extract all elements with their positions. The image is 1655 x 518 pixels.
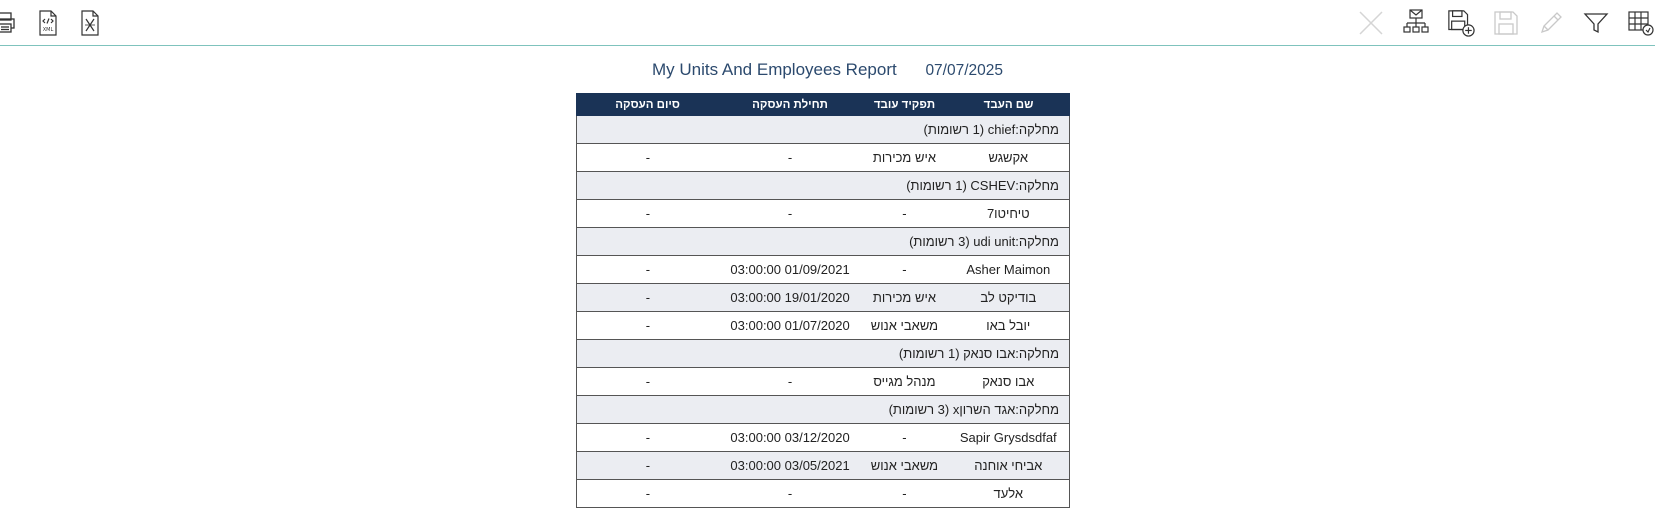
group-header-label: מחלקה:אבו סנאק (1 רשומות) (577, 340, 1070, 368)
report-date: 07/07/2025 (925, 62, 1004, 79)
cell-start-date: - (719, 200, 862, 228)
cell-employee-name: אקשגש (948, 144, 1070, 172)
export-xml-button[interactable] (34, 8, 62, 38)
close-icon (1358, 10, 1384, 36)
cell-end-date: - (577, 144, 719, 172)
cell-employee-role: איש מכירות (861, 144, 947, 172)
cell-employee-role: משאבי אנוש (861, 452, 947, 480)
table-row (577, 144, 1070, 172)
cell-employee-role: משאבי אנוש (861, 312, 947, 340)
column-header-employee-name[interactable]: שם העבד (948, 94, 1070, 116)
cell-employee-name: אביחי אוחנה (948, 452, 1070, 480)
cell-end-date: - (577, 424, 719, 452)
cell-employee-role: - (861, 256, 947, 284)
group-header-label: מחלקה:udi unit (3 רשומות) (577, 228, 1070, 256)
table-row (577, 480, 1070, 508)
report-header (0, 60, 1655, 80)
table-row (577, 200, 1070, 228)
cell-employee-role: - (861, 424, 947, 452)
column-header-employee-role[interactable]: תפקיד עובד (861, 94, 947, 116)
xml-file-icon (36, 10, 60, 36)
cell-end-date: - (577, 368, 719, 396)
export-excel-button[interactable] (76, 8, 104, 38)
table-row (577, 284, 1070, 312)
save-as-new-button[interactable] (1447, 8, 1475, 38)
cell-employee-name: יובל באו (948, 312, 1070, 340)
cell-start-date: 03:00:00 03/12/2020 (719, 424, 862, 452)
close-button[interactable] (1357, 8, 1385, 38)
xml-icon-label: XML (42, 27, 54, 33)
table-settings-button[interactable] (1627, 8, 1655, 38)
group-header-row (577, 396, 1070, 424)
cell-end-date: - (577, 480, 719, 508)
filter-button[interactable] (1582, 8, 1610, 38)
cell-employee-role: מנהל מגייס (861, 368, 947, 396)
table-row (577, 256, 1070, 284)
column-header-end-date[interactable]: סיום העסקה (577, 94, 719, 116)
group-header-row (577, 228, 1070, 256)
group-header-label: מחלקה:CSHEV (1 רשומות) (577, 172, 1070, 200)
org-chart-mail-icon (1402, 9, 1430, 37)
table-row (577, 312, 1070, 340)
cell-employee-role: - (861, 200, 947, 228)
table-body (577, 116, 1070, 508)
cell-employee-name: בודיקט לב (948, 284, 1070, 312)
print-button[interactable] (0, 8, 20, 38)
group-header-row (577, 340, 1070, 368)
save-button[interactable] (1492, 8, 1520, 38)
cell-start-date: - (719, 480, 862, 508)
group-header-label: מחלקה:אגד השרוןx (3 רשומות) (577, 396, 1070, 424)
save-icon (1493, 10, 1519, 36)
printer-icon (0, 11, 18, 35)
table-row (577, 368, 1070, 396)
cell-end-date: - (577, 284, 719, 312)
cell-employee-name: Sapir Grysdsdfaf (948, 424, 1070, 452)
cell-employee-name: אבו סנאק (948, 368, 1070, 396)
send-org-chart-button[interactable] (1402, 8, 1430, 38)
group-header-row (577, 116, 1070, 144)
cell-employee-role: איש מכירות (861, 284, 947, 312)
column-header-start-date[interactable]: תחילת העסקה (719, 94, 862, 116)
cell-employee-name: אלעד (948, 480, 1070, 508)
pencil-icon (1538, 10, 1564, 36)
toolbar-left-group (0, 8, 104, 38)
cell-employee-name: טיחיטו7 (948, 200, 1070, 228)
table-row (577, 424, 1070, 452)
cell-start-date: 03:00:00 01/07/2020 (719, 312, 862, 340)
cell-start-date: 03:00:00 03/05/2021 (719, 452, 862, 480)
cell-employee-role: - (861, 480, 947, 508)
cell-start-date: - (719, 368, 862, 396)
save-add-icon (1447, 8, 1475, 38)
table-row (577, 452, 1070, 480)
table-settings-icon (1627, 9, 1655, 37)
table-header-row (577, 94, 1070, 116)
excel-file-icon (78, 10, 102, 36)
toolbar-right-group (1357, 8, 1655, 38)
cell-end-date: - (577, 256, 719, 284)
cell-end-date: - (577, 452, 719, 480)
cell-start-date: - (719, 144, 862, 172)
cell-end-date: - (577, 312, 719, 340)
filter-icon (1583, 10, 1609, 36)
report-table (576, 93, 1070, 508)
cell-start-date: 03:00:00 01/09/2021 (719, 256, 862, 284)
edit-button[interactable] (1537, 8, 1565, 38)
toolbar (0, 0, 1655, 46)
cell-start-date: 03:00:00 19/01/2020 (719, 284, 862, 312)
report-title: My Units And Employees Report (651, 60, 897, 79)
cell-employee-name: Asher Maimon (948, 256, 1070, 284)
group-header-label: מחלקה:chief (1 רשומות) (577, 116, 1070, 144)
group-header-row (577, 172, 1070, 200)
cell-end-date: - (577, 200, 719, 228)
